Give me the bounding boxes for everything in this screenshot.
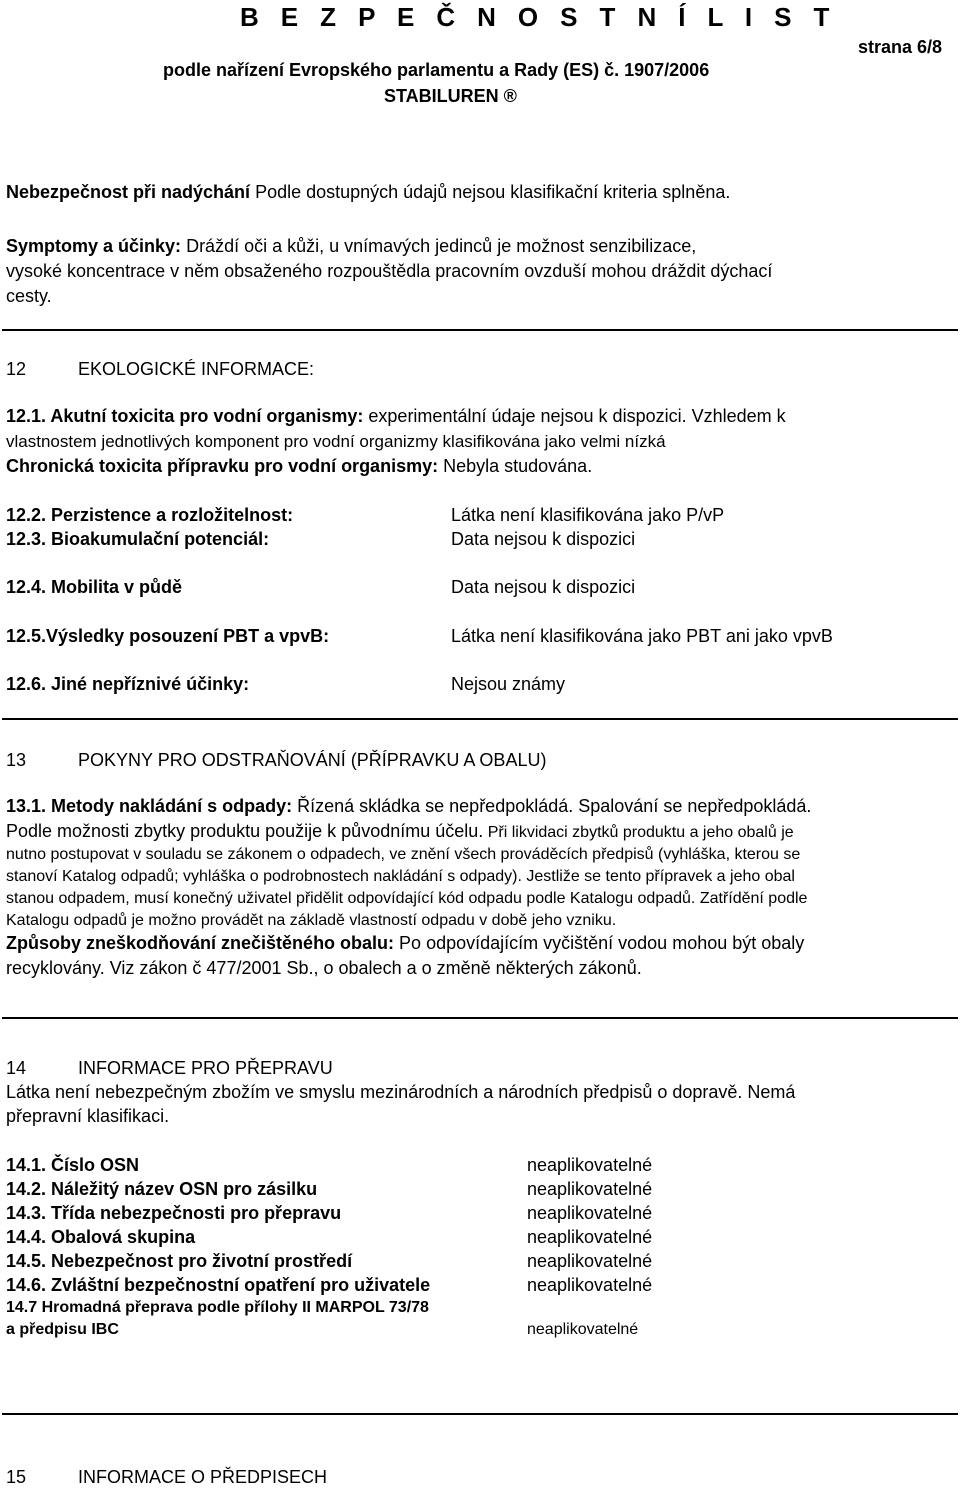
chronic-toxicity-line: [6, 455, 592, 477]
section-15-title: INFORMACE O PŘEDPISECH: [78, 1467, 328, 1487]
transport-row-value: neaplikovatelné: [527, 1203, 653, 1223]
transport-row-value: neaplikovatelné: [527, 1227, 653, 1247]
section-divider: [2, 329, 958, 331]
symptoms-label: Symptomy a účinky:: [6, 236, 182, 256]
transport-row-value: neaplikovatelné: [527, 1275, 653, 1295]
waste-methods-line-2-small: Při likvidaci zbytků produktu a jeho obalů je: [483, 824, 794, 841]
acute-toxicity-label: 12.1. Akutní toxicita pro vodní organismy:: [6, 406, 364, 426]
waste-note-line: stanou odpadem, musí konečný uživatel přidělit odpovídající kód odpadu podle Katalogu odpadů. Zatřídění podle: [6, 890, 808, 907]
packaging-disposal-text: Po odpovídajícím vyčištění vodou mohou být obaly: [394, 933, 805, 953]
regulation-subtitle: podle nařízení Evropského parlamentu a Rady (ES) č. 1907/2006: [163, 60, 710, 80]
transport-row-value: neaplikovatelné: [527, 1155, 653, 1175]
section-divider: [2, 1017, 958, 1019]
inhalation-hazard-label: Nebezpečnost při nadýchání: [6, 182, 251, 202]
inhalation-hazard-text: Podle dostupných údajů nejsou klasifikační kriteria splněna.: [250, 182, 731, 202]
symptoms-line-1: [6, 235, 696, 257]
packaging-disposal-line-2: recyklovány. Viz zákon č 477/2001 Sb., o obalech a o změně některých zákonů.: [6, 958, 642, 978]
transport-row-value: neaplikovatelné: [527, 1251, 653, 1271]
transport-row-label: 14.4. Obalová skupina: [6, 1227, 196, 1247]
eco-row-label: 12.6. Jiné nepříznivé účinky:: [6, 674, 250, 694]
waste-note-line: nutno postupovat v souladu se zákonem o odpadech, ve znění všech prováděcích předpisů (vyhláška, kterou se: [6, 846, 801, 863]
page-number: strana 6/8: [858, 37, 943, 57]
section-12-number: 12: [6, 359, 27, 379]
section-14-number: 14: [6, 1058, 27, 1078]
inhalation-hazard-line: [6, 181, 730, 203]
eco-row-value: Data nejsou k dispozici: [451, 577, 636, 597]
transport-row-label: 14.5. Nebezpečnost pro životní prostředí: [6, 1251, 353, 1271]
waste-methods-line-2-text: Podle možnosti zbytky produktu použije k původnímu účelu.: [6, 821, 484, 841]
chronic-toxicity-text: Nebyla studována.: [438, 456, 593, 476]
acute-toxicity-line: [6, 405, 786, 427]
eco-row-value: Data nejsou k dispozici: [451, 529, 636, 549]
waste-note-line: Katalogu odpadů je možno provádět na základě vlastností odpadu v době jeho vzniku.: [6, 912, 617, 929]
section-15-number: 15: [6, 1467, 27, 1487]
section-12-title: EKOLOGICKÉ INFORMACE:: [78, 359, 315, 379]
symptoms-text: Dráždí oči a kůži, u vnímavých jedinců je možnost senzibilizace,: [181, 236, 697, 256]
document-title: B E Z P E Č N O S T N Í L I S T: [240, 2, 837, 32]
transport-row-label: 14.1. Číslo OSN: [6, 1155, 140, 1175]
chronic-toxicity-label: Chronická toxicita přípravku pro vodní organismy:: [6, 456, 439, 476]
transport-row-label: 14.2. Náležitý název OSN pro zásilku: [6, 1179, 318, 1199]
eco-row-label: 12.5.Výsledky posouzení PBT a vpvB:: [6, 626, 330, 646]
section-13-number: 13: [6, 750, 27, 770]
eco-row-label: 12.2. Perzistence a rozložitelnost:: [6, 505, 294, 525]
product-name: STABILUREN ®: [384, 86, 517, 106]
section-divider: [2, 1413, 958, 1415]
eco-row-label: 12.3. Bioakumulační potenciál:: [6, 529, 270, 549]
packaging-disposal-label: Způsoby zneškodňování znečištěného obalu:: [6, 933, 395, 953]
acute-toxicity-line-2: vlastnostem jednotlivých komponent pro vodní organizmy klasifikována jako velmi nízká: [6, 432, 666, 451]
transport-intro-line-2: přepravní klasifikaci.: [6, 1106, 170, 1126]
eco-row-label: 12.4. Mobilita v půdě: [6, 577, 183, 597]
marpol-label-line-2: a předpisu IBC: [6, 1321, 119, 1338]
transport-row-label: 14.6. Zvláštní bezpečnostní opatření pro uživatele: [6, 1275, 431, 1295]
acute-toxicity-text: experimentální údaje nejsou k dispozici. Vzhledem k: [363, 406, 786, 426]
transport-row-label: 14.3. Třída nebezpečnosti pro přepravu: [6, 1203, 342, 1223]
waste-methods-line: [6, 795, 811, 817]
symptoms-line-3: cesty.: [6, 286, 52, 306]
waste-methods-label: 13.1. Metody nakládání s odpady:: [6, 796, 293, 816]
waste-methods-line-2: [6, 820, 794, 843]
section-13-title: POKYNY PRO ODSTRAŇOVÁNÍ (PŘÍPRAVKU A OBALU): [78, 750, 547, 770]
eco-row-value: Látka není klasifikována jako PBT ani jako vpvB: [451, 626, 833, 646]
marpol-value: neaplikovatelné: [527, 1321, 639, 1338]
marpol-label-line-1: 14.7 Hromadná přeprava podle přílohy II MARPOL 73/78: [6, 1299, 429, 1316]
symptoms-line-2: vysoké koncentrace v něm obsaženého rozpouštědla pracovním ovzduší mohou dráždit dýchací: [6, 261, 773, 281]
section-divider: [2, 718, 958, 720]
packaging-disposal-line: [6, 932, 804, 954]
transport-intro-line-1: Látka není nebezpečným zbožím ve smyslu mezinárodních a národních předpisů o dopravě. Nemá: [6, 1082, 796, 1102]
eco-row-value: Látka není klasifikována jako P/vP: [451, 505, 725, 525]
waste-note-line: stanoví Katalog odpadů; vyhláška o podrobnostech nakládání s odpady). Jestliže se tento přípravek a jeho obal: [6, 868, 795, 885]
waste-methods-text: Řízená skládka se nepředpokládá. Spalování se nepředpokládá.: [292, 796, 812, 816]
eco-row-value: Nejsou známy: [451, 674, 566, 694]
transport-row-value: neaplikovatelné: [527, 1179, 653, 1199]
section-14-title: INFORMACE PRO PŘEPRAVU: [78, 1058, 333, 1078]
